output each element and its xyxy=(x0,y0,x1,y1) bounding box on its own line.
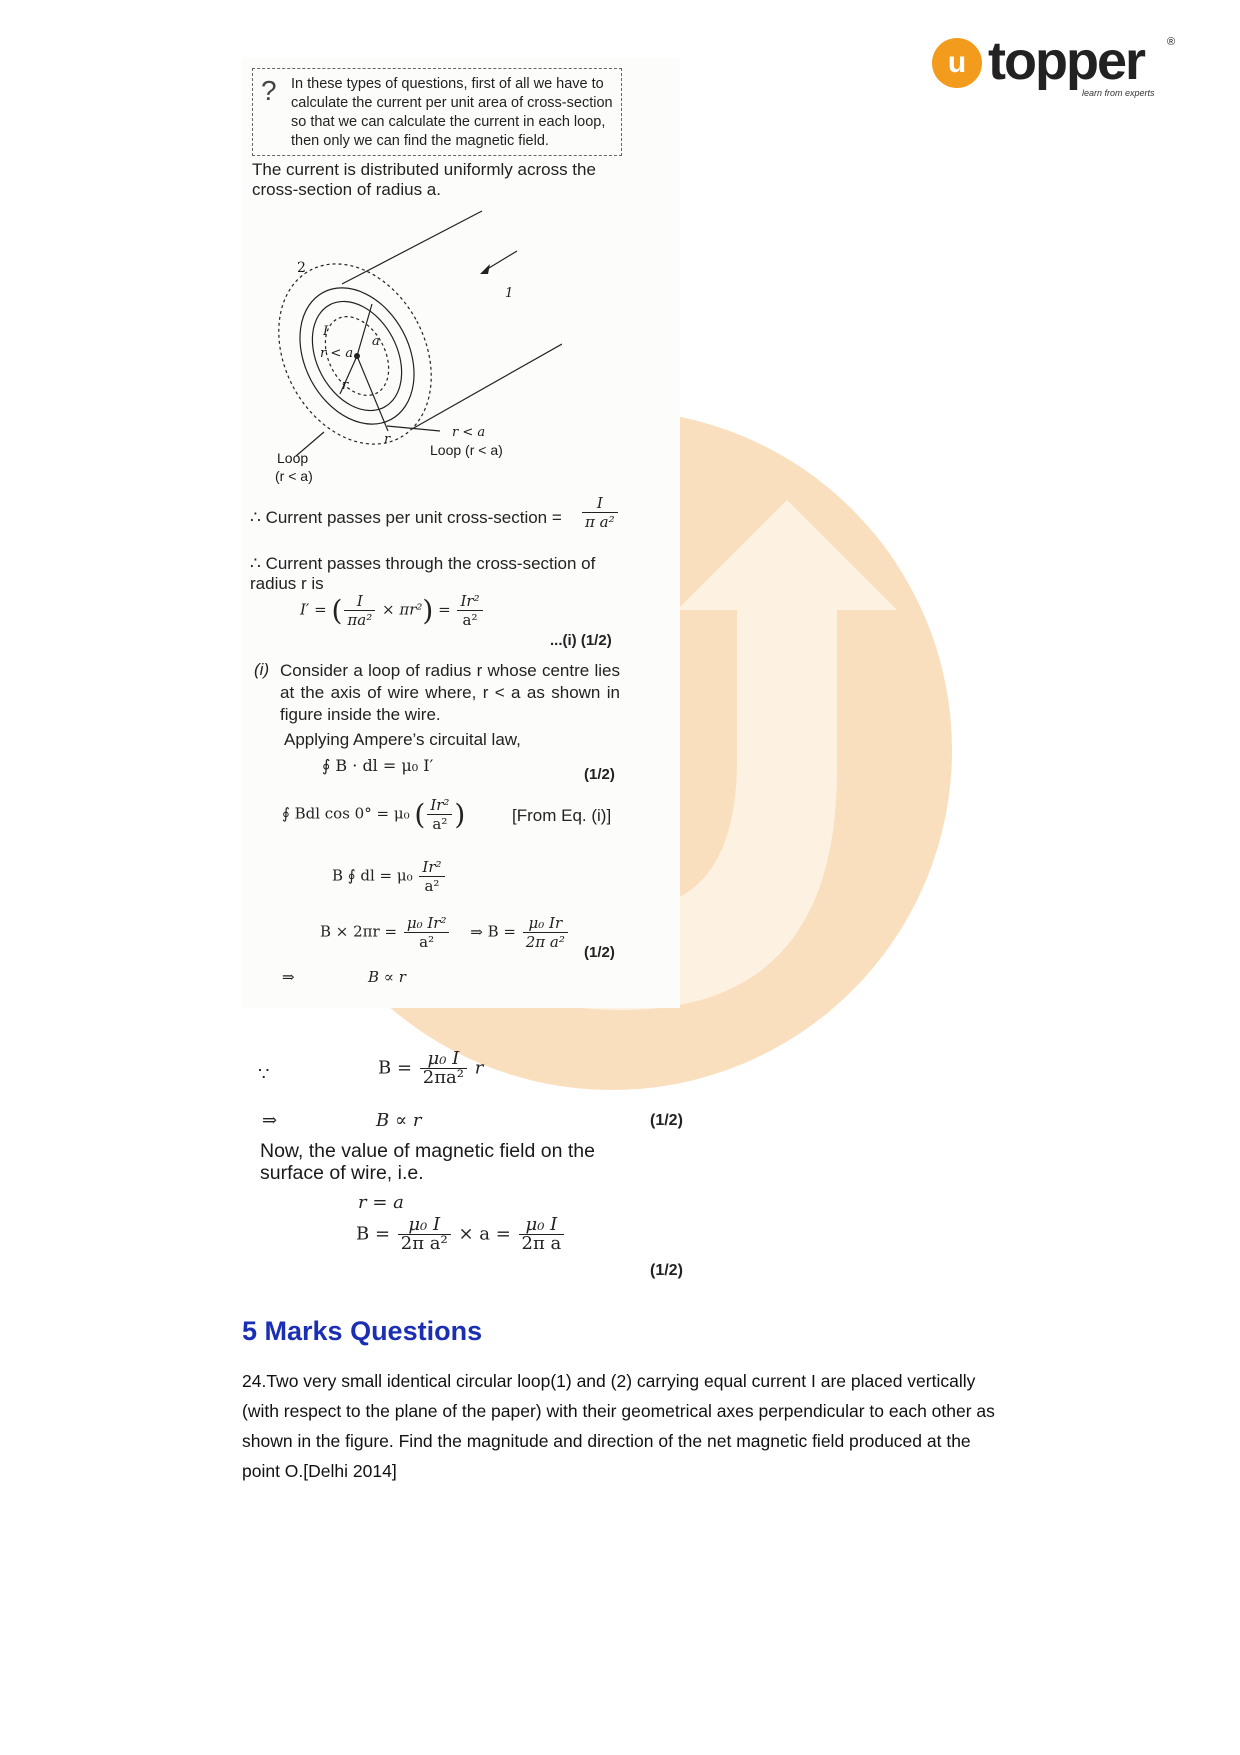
b2pir-num2: μ₀ Ir xyxy=(523,914,568,933)
therefore-symbol-2: ∴ xyxy=(250,554,261,573)
cos-den: a² xyxy=(432,815,448,833)
eq-tag: ...(i) xyxy=(550,632,577,649)
equation-tag-i xyxy=(550,632,612,649)
figure-label-r-inner: r xyxy=(342,378,349,393)
question-24: 24.Two very small identical circular loop(1) and (2) carrying equal current I are placed vertically (with respect to the plane of the paper) with their geometrical axes perpendicular to each other as shown in the figure. Find the magnitude and direction of the net magnetic field produced at the point O.[Delhi 2014] xyxy=(242,1371,995,1481)
part-i-text: Consider a loop of radius r whose centre lies at the axis of wire where, r < a as shown in figure inside the wire. xyxy=(280,661,620,724)
figure-label-loop-sub: (r < a) xyxy=(275,468,313,484)
figure-label-r-less-a: r < a xyxy=(320,346,354,361)
equation-ampere: ∮ B · dl = μ₀ I′ xyxy=(322,756,434,775)
equation-since xyxy=(378,1050,483,1087)
therefore-symbol: ∴ xyxy=(250,508,261,527)
marks-half-4: (1/2) xyxy=(650,1112,683,1129)
marks-half-5: (1/2) xyxy=(650,1262,683,1279)
marks-half-2: (1/2) xyxy=(584,766,615,783)
iprime-den2: a² xyxy=(462,611,478,629)
equation-i-prime: I′ = ( $\frac{I}{\text{πa²}}$ × πr²) = $\frac{\text{Ir²}}{\text{a²}}$ xyxy=(300,592,485,629)
implies-arrow-3: ⇒ xyxy=(262,1110,278,1131)
marks-half-1: (1/2) xyxy=(580,632,612,649)
logo-tagline: learn from experts xyxy=(1082,88,1155,98)
brand-logo xyxy=(932,31,1192,104)
scanned-answer-area xyxy=(242,58,680,1008)
part-i-label: (i) xyxy=(254,660,270,679)
step2-text xyxy=(250,554,630,594)
step1-fraction xyxy=(580,494,620,531)
figure-label-1: 1 xyxy=(505,286,514,301)
step1-num: I xyxy=(582,494,618,513)
b-proportional-r-2: B ∝ r xyxy=(376,1110,422,1131)
b2pir-num: μ₀ Ir² xyxy=(404,914,450,933)
intro-text: The current is distributed uniformly across the cross-section of radius a. xyxy=(252,160,596,199)
figure-label-a: a xyxy=(372,334,380,349)
r-equals-a: r = a xyxy=(358,1192,404,1213)
bdl-num: Ir² xyxy=(419,858,444,877)
b2pir-den2: 2π a² xyxy=(525,933,565,951)
b2pir-rhs: B = xyxy=(487,922,516,941)
cos-lhs: ∮ Bdl cos 0° = μ₀ xyxy=(282,804,410,823)
implies-arrow-2: ⇒ xyxy=(282,968,295,986)
logo-badge-icon: u xyxy=(932,38,982,88)
section-heading: 5 Marks Questions xyxy=(242,1316,483,1346)
final-lhs: B = xyxy=(356,1223,391,1245)
bdl-lhs: B ∮ dl = μ₀ xyxy=(332,866,413,885)
iprime-den1: πa² xyxy=(347,611,373,629)
iprime-times: × πr² xyxy=(382,600,423,619)
equation-b-2pir xyxy=(320,914,570,951)
iprime-eq: = xyxy=(438,600,451,619)
logo-wordmark: topper xyxy=(988,31,1144,91)
tip-text: In these types of questions, first of all we have to calculate the current per unit area of cross-section so that we can calculate the current in each loop, then only we can find the magnetic field. xyxy=(291,76,613,149)
final-den1: 2π a² xyxy=(400,1233,448,1254)
figure-label-r-less-a-2: r < a xyxy=(452,425,486,440)
b-proportional-r-1: B ∝ r xyxy=(368,968,406,986)
implies-arrow-1: ⇒ xyxy=(470,922,483,941)
since-den: 2πa² xyxy=(422,1067,464,1088)
step1-den: π a² xyxy=(585,513,615,531)
final-mid: × a = xyxy=(458,1223,511,1245)
figure-label-r-outer: r xyxy=(384,432,391,447)
surface-text: Now, the value of magnetic field on the surface of wire, i.e. xyxy=(260,1140,595,1184)
since-symbol: ∵ xyxy=(258,1064,270,1085)
question-mark-icon: ? xyxy=(261,75,277,106)
iprime-num2: Ir² xyxy=(457,592,482,611)
final-num1: μ₀ I xyxy=(398,1216,451,1235)
step2-body: Current passes through the cross-section of radius r is xyxy=(250,554,596,593)
figure-label-loop: Loop xyxy=(277,450,309,466)
since-lhs: B = xyxy=(378,1057,413,1079)
figure-label-2: 2 xyxy=(297,260,306,276)
bdl-den: a² xyxy=(424,877,440,895)
marks-half-3: (1/2) xyxy=(584,944,615,961)
final-num2: μ₀ I xyxy=(519,1216,565,1235)
figure-label-current: I xyxy=(323,324,329,339)
iprime-num1: I xyxy=(344,592,375,611)
ampere-law-text: Applying Ampere’s circuital law, xyxy=(284,730,521,749)
equation-final xyxy=(356,1216,566,1253)
step1-line xyxy=(250,508,562,528)
b2pir-den: a² xyxy=(419,933,435,951)
equation-cos: ∮ Bdl cos 0° = μ₀ ( $\frac{\text{Ir²}}{\text{a²}}$ ) xyxy=(282,796,466,833)
tip-box xyxy=(252,68,622,156)
logo-registered-mark: ® xyxy=(1167,36,1176,48)
figure-label-loop-right: Loop (r < a) xyxy=(430,442,503,458)
final-den2: 2π a xyxy=(521,1233,562,1254)
iprime-lhs: I′ = xyxy=(300,600,327,619)
step1-text: Current passes per unit cross-section = xyxy=(265,508,562,527)
cos-num: Ir² xyxy=(427,796,452,815)
from-eq-note: [From Eq. (i)] xyxy=(512,806,612,825)
b2pir-lhs: B × 2πr = xyxy=(320,922,398,941)
since-num: μ₀ I xyxy=(420,1050,467,1069)
since-rhs: r xyxy=(474,1057,484,1079)
equation-bdl xyxy=(332,858,447,895)
